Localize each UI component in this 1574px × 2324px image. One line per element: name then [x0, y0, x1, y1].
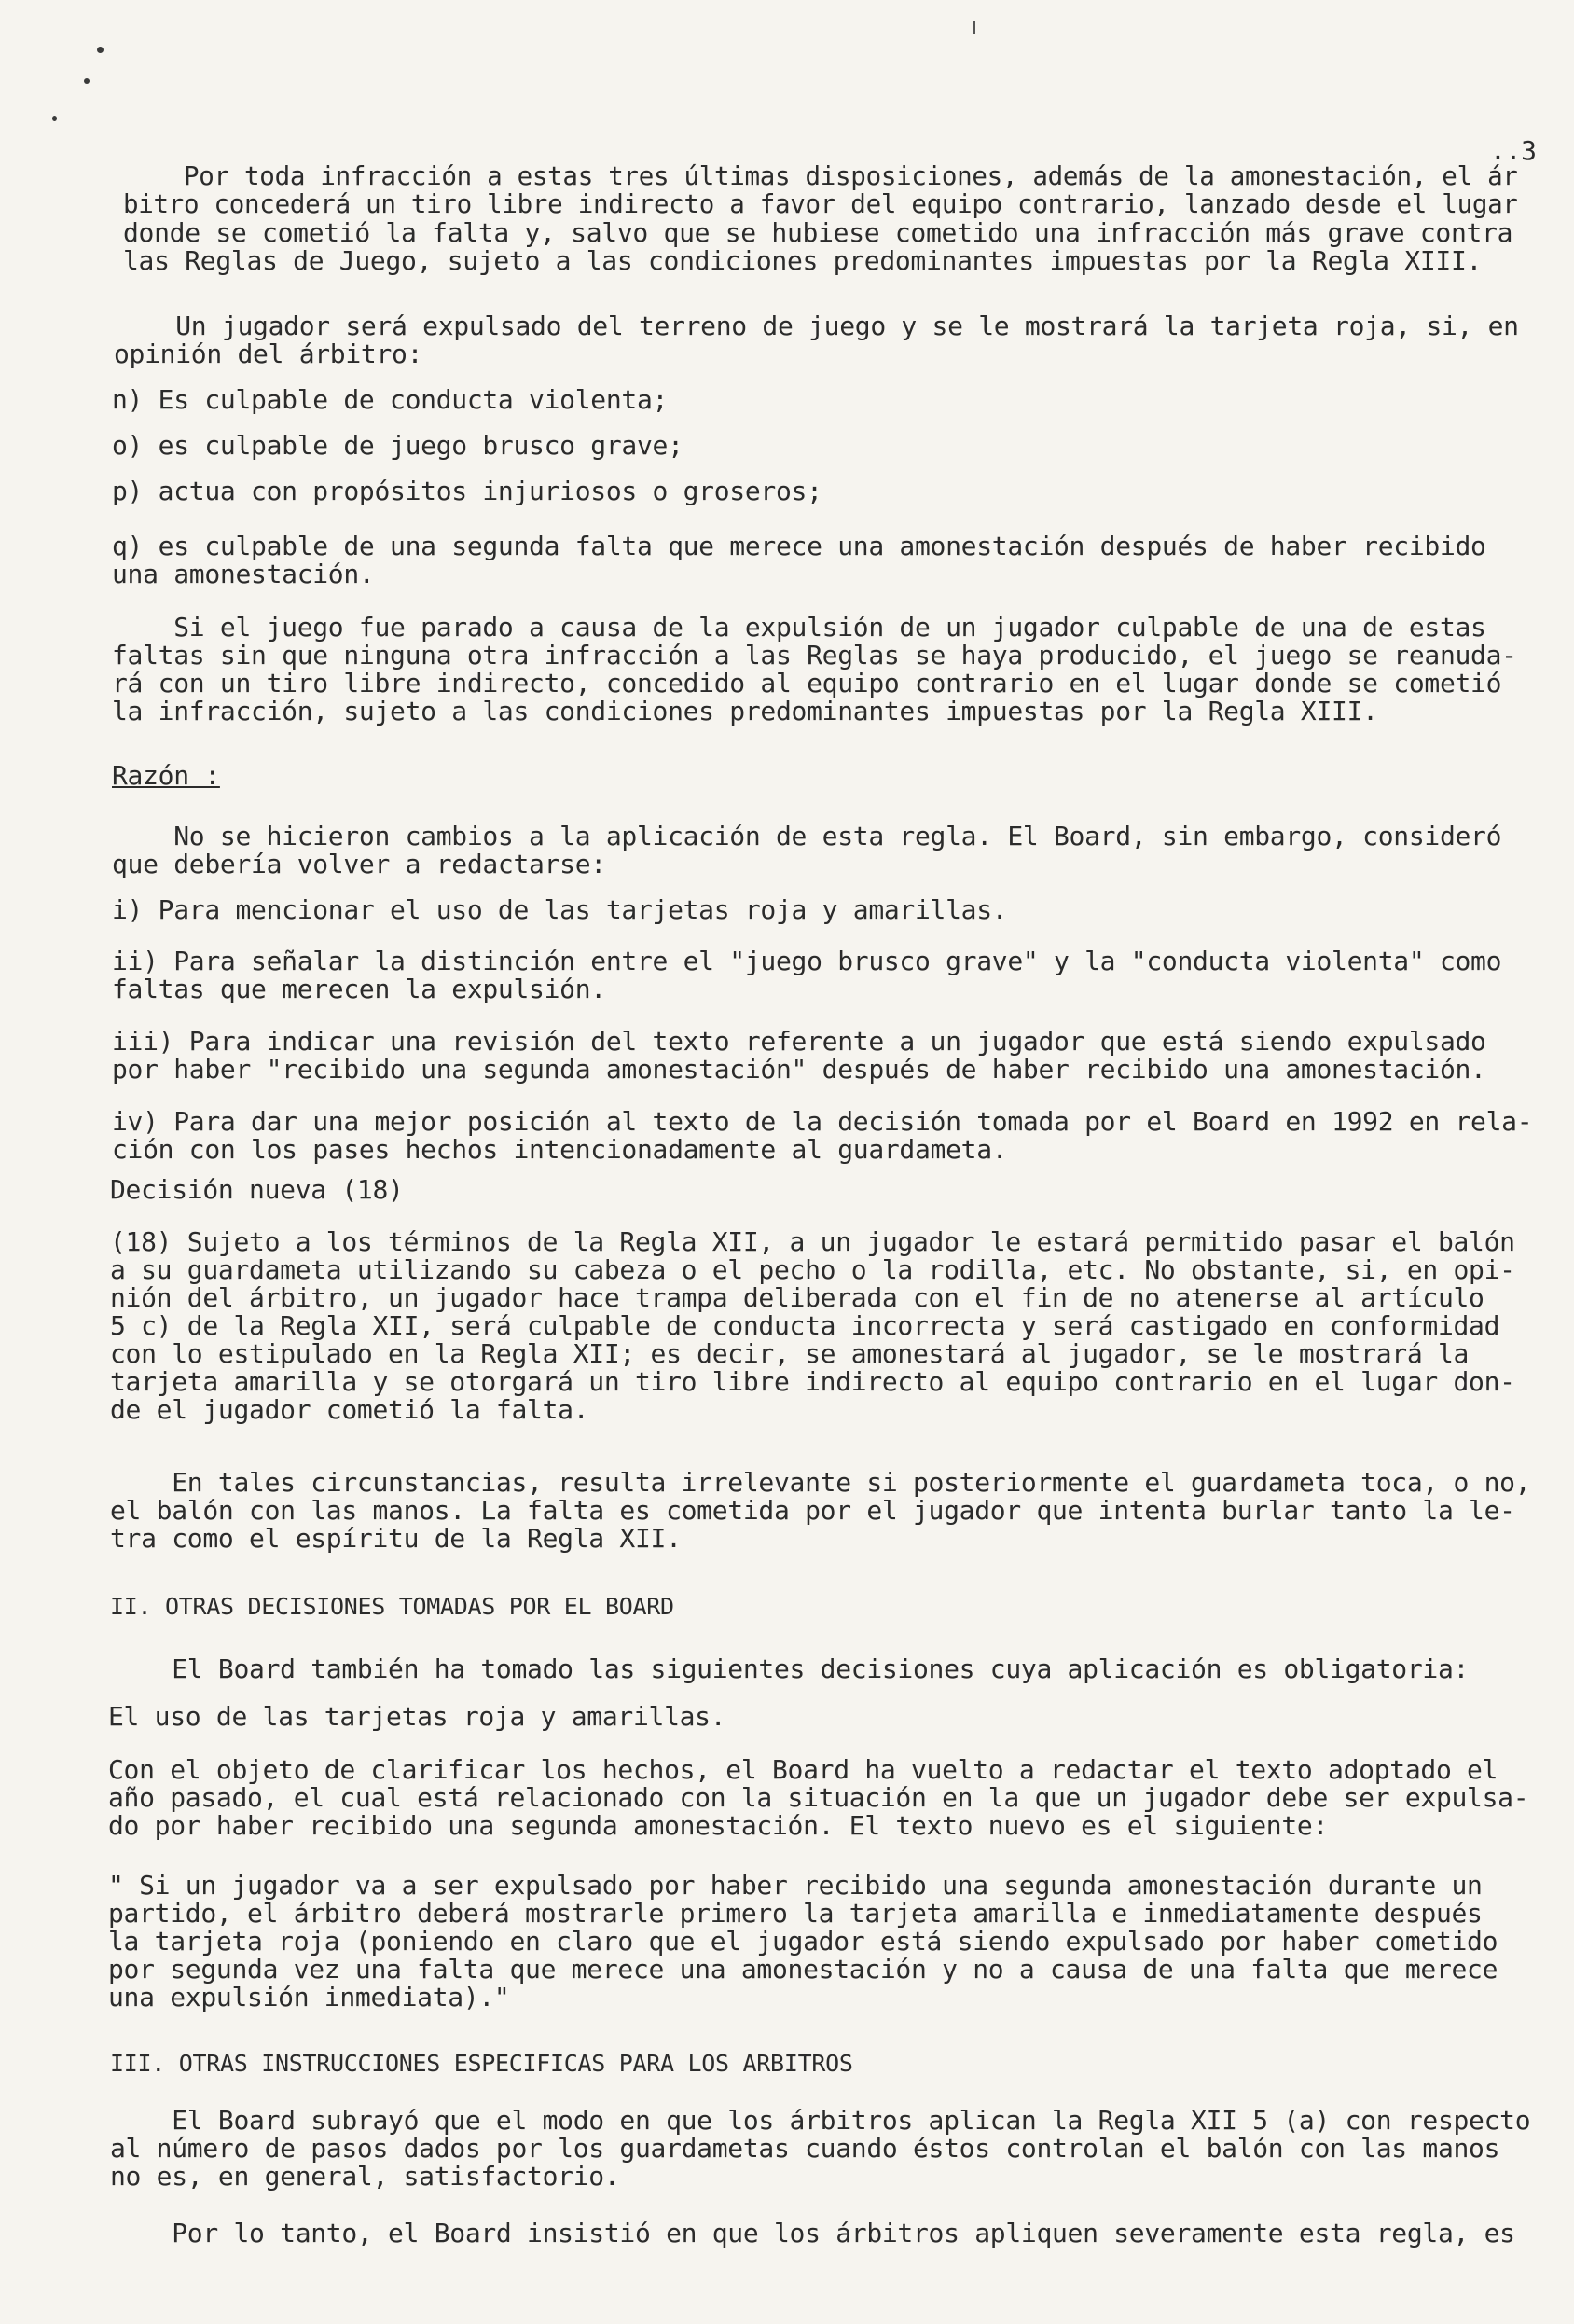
paragraph-line: El Board también ha tomado las siguientes decisiones cuya aplicación es obligatoria:: [110, 1653, 1470, 1684]
ink-mark: [973, 21, 975, 34]
ink-spot: [84, 78, 90, 84]
paragraph-line: a su guardameta utilizando su cabeza o el pecho o la rodilla, etc. No obstante, si, en opi-: [110, 1254, 1515, 1285]
paragraph-line: donde se cometió la falta y, salvo que se hubiese cometido una infracción más grave contra: [123, 217, 1513, 248]
paragraph-line: que debería volver a redactarse:: [112, 849, 606, 879]
list-item-line: iv) Para dar una mejor posición al texto de la decisión tomada por el Board en 1992 en rela-: [112, 1106, 1533, 1137]
quoted-text-line: por segunda vez una falta que merece una amonestación y no a causa de una falta que merece: [108, 1954, 1498, 1985]
paragraph-line: el balón con las manos. La falta es cometida por el jugador que intenta burlar tanto la le-: [110, 1495, 1515, 1526]
paragraph-line: Si el juego fue parado a causa de la expulsión de un jugador culpable de una de estas: [112, 612, 1486, 643]
paragraph-line: rá con un tiro libre indirecto, concedido al equipo contrario en el lugar donde se cometió: [112, 668, 1502, 699]
section-heading-line: III. OTRAS INSTRUCCIONES ESPECIFICAS PARA LOS ARBITROS: [110, 2050, 853, 2077]
paragraph-line: do por haber recibido una segunda amonestación. El texto nuevo es el siguiente:: [108, 1810, 1329, 1841]
paragraph-line: (18) Sujeto a los términos de la Regla XII, a un jugador le estará permitido pasar el balón: [110, 1226, 1515, 1257]
quoted-text-line: " Si un jugador va a ser expulsado por haber recibido una segunda amonestación durante un: [108, 1870, 1483, 1901]
list-item-line: i) Para mencionar el uso de las tarjetas roja y amarillas.: [112, 894, 1008, 925]
paragraph-line: Por toda infracción a estas tres últimas disposiciones, además de la amonestación, el ár: [123, 161, 1518, 191]
paragraph-line: año pasado, el cual está relacionado con la situación en la que un jugador debe ser expulsa-: [108, 1782, 1529, 1813]
ink-spot: [52, 116, 57, 121]
quoted-text-line: la tarjeta roja (poniendo en claro que el jugador está siendo expulsado por haber cometido: [108, 1926, 1498, 1957]
section-heading-line: Razón :: [112, 760, 220, 791]
paragraph-line: opinión del árbitro:: [114, 339, 423, 369]
list-item-line: o) es culpable de juego brusco grave;: [112, 430, 683, 461]
list-item-line: por haber "recibido una segunda amonestación" después de haber recibido una amonestación.: [112, 1054, 1486, 1085]
paragraph-line: Por lo tanto, el Board insistió en que los árbitros apliquen severamente esta regla, es: [110, 2218, 1515, 2248]
section-heading-line: II. OTRAS DECISIONES TOMADAS POR EL BOARD: [110, 1593, 674, 1620]
paragraph-line: El uso de las tarjetas roja y amarillas.: [108, 1701, 726, 1732]
paragraph-line: las Reglas de Juego, sujeto a las condiciones predominantes impuestas por la Regla XIII.: [123, 245, 1483, 276]
paragraph-line: la infracción, sujeto a las condiciones predominantes impuestas por la Regla XIII.: [112, 696, 1378, 726]
paragraph-line: El Board subrayó que el modo en que los árbitros aplican la Regla XII 5 (a) con respecto: [110, 2105, 1531, 2136]
paragraph-line: bitro concederá un tiro libre indirecto a favor del equipo contrario, lanzado desde el lugar: [123, 189, 1518, 219]
list-item-line: ción con los pases hechos intencionadamente al guardameta.: [112, 1134, 1008, 1165]
quoted-text-line: partido, el árbitro deberá mostrarle primero la tarjeta amarilla e inmediatamente después: [108, 1898, 1483, 1929]
paragraph-line: al número de pasos dados por los guardametas cuando éstos controlan el balón con las manos: [110, 2133, 1500, 2164]
paragraph-line: de el jugador cometió la falta.: [110, 1394, 589, 1425]
paragraph-line: Un jugador será expulsado del terreno de juego y se le mostrará la tarjeta roja, si, en: [114, 311, 1519, 341]
paragraph-line: 5 c) de la Regla XII, será culpable de conducta incorrecta y será castigado en conformidad: [110, 1310, 1500, 1341]
list-item-line: iii) Para indicar una revisión del texto referente a un jugador que está siendo expulsado: [112, 1026, 1486, 1057]
ink-spot: [97, 47, 104, 53]
paragraph-line: Con el objeto de clarificar los hechos, el Board ha vuelto a redactar el texto adoptado el: [108, 1754, 1498, 1785]
paragraph-line: No se hicieron cambios a la aplicación de esta regla. El Board, sin embargo, consideró: [112, 821, 1502, 851]
paragraph-line: con lo estipulado en la Regla XII; es decir, se amonestará al jugador, se le mostrará la: [110, 1338, 1470, 1369]
section-heading-line: Decisión nueva (18): [110, 1174, 404, 1205]
paragraph-line: faltas sin que ninguna otra infracción a las Reglas se haya producido, el juego se reanuda-: [112, 640, 1517, 671]
paragraph-line: tra como el espíritu de la Regla XII.: [110, 1523, 682, 1554]
list-item-line: p) actua con propósitos injuriosos o groseros;: [112, 476, 822, 506]
list-item-line: faltas que merecen la expulsión.: [112, 974, 606, 1004]
list-item-line: ii) Para señalar la distinción entre el "juego brusco grave" y la "conducta violenta" como: [112, 946, 1502, 976]
list-item-line: q) es culpable de una segunda falta que merece una amonestación después de haber recibido: [112, 531, 1486, 561]
list-item-line: n) Es culpable de conducta violenta;: [112, 384, 669, 415]
paragraph-line: nión del árbitro, un jugador hace trampa deliberada con el fin de no atenerse al artículo: [110, 1282, 1484, 1313]
quoted-text-line: una expulsión inmediata).": [108, 1982, 510, 2013]
page-number: ..3: [1490, 135, 1537, 166]
paragraph-line: no es, en general, satisfactorio.: [110, 2161, 620, 2192]
list-item-line: una amonestación.: [112, 559, 375, 589]
paragraph-line: tarjeta amarilla y se otorgará un tiro libre indirecto al equipo contrario en el lugar don-: [110, 1366, 1515, 1397]
paragraph-line: En tales circunstancias, resulta irrelevante si posteriormente el guardameta toca, o no,: [110, 1467, 1531, 1498]
